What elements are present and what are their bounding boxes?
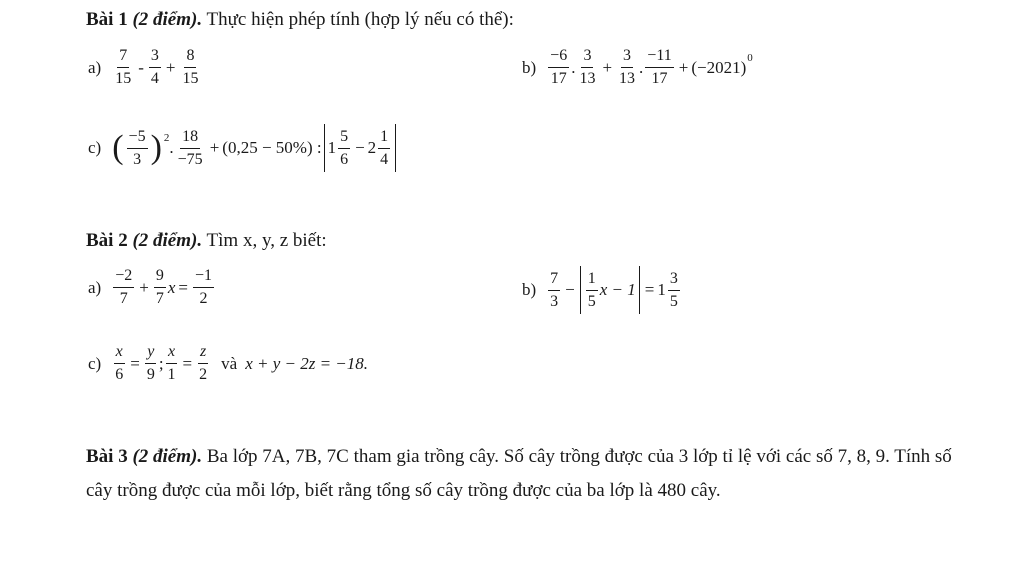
bai2-instruction: Tìm x, y, z biết:: [206, 230, 327, 251]
item-label: c): [88, 138, 102, 157]
bai2-points: (2 điểm).: [132, 230, 203, 251]
bai3-paragraph: [86, 440, 976, 508]
fraction: $\frac{18}{-75}$: [177, 127, 203, 168]
bai3-number: Bài 3: [86, 446, 128, 467]
fraction: $\frac{-6}{17}$: [550, 47, 568, 87]
bai2-number: Bài 2: [86, 230, 128, 251]
bai1-points: (2 điểm).: [132, 9, 203, 30]
fraction: $\frac{-2}{7}$: [115, 267, 133, 307]
bai2-c-expression: c) $\frac{x}{6}$ = $\frac{y}{9}$ ; $\frac{x}{1}$ = $\frac{z}{2}$ và x + y − 2z = −18.: [88, 343, 369, 383]
exponent: 2: [163, 132, 170, 144]
fraction: $\frac{8}{15}$: [182, 47, 199, 87]
fraction: $\frac{3}{13}$: [579, 47, 596, 87]
bai3-text: Ba lớp 7A, 7B, 7C tham gia trồng cây. Số cây trồng được của 3 lớp tỉ lệ với các số 7, 8, 9. Tính số cây trồng được của mỗi lớp, biết rằng tổng số cây trồng được của ba lớp là 480 cây.: [86, 446, 952, 501]
bai1-b-expression: b) $\frac{-6}{17}$ . $\frac{3}{13}$ + $\frac{3}{13}$ . $\frac{-11}{17}$ + ( −2021 ) 0: [522, 47, 753, 87]
bai2-heading: [86, 230, 327, 252]
fraction: $\frac{7}{3}$: [550, 269, 559, 310]
fraction: $\frac{3}{13}$: [619, 47, 636, 87]
item-label: a): [88, 277, 102, 297]
fraction: $\frac{-1}{2}$: [194, 267, 213, 307]
item-label: b): [522, 280, 537, 299]
absolute-value: $\frac{1}{5}$ x − 1: [580, 266, 640, 314]
bai1-number: Bài 1: [86, 9, 128, 30]
exponent: 0: [747, 51, 753, 64]
bai1-c-expression: c) ( $\frac{-5}{3}$ ) 2 . $\frac{18}{-75}$ + (0,25 − 50%) : 1 $\frac{5}{6}$ − 2 $\frac{1}{4}$: [88, 124, 398, 172]
fraction: $\frac{7}{15}$: [115, 47, 132, 87]
bai1-heading: [86, 9, 514, 31]
fraction: $\frac{-5}{3}$: [128, 127, 146, 168]
fraction: $\frac{z}{2}$: [199, 343, 208, 383]
bai1-a-expression: a) $\frac{7}{15}$ - $\frac{3}{4}$ + $\frac{8}{15}$: [88, 47, 199, 87]
fraction: $\frac{x}{6}$: [115, 343, 124, 383]
fraction: $\frac{x}{1}$: [167, 343, 176, 383]
bai2-b-expression: b) $\frac{7}{3}$ − $\frac{1}{5}$ x − 1 = 1 $\frac{3}{5}$: [522, 266, 682, 314]
bai2-a-expression: a) $\frac{-2}{7}$ + $\frac{9}{7}$ x = $\frac{-1}{2}$: [88, 267, 213, 307]
fraction: $\frac{9}{7}$: [155, 267, 164, 307]
fraction: $\frac{y}{9}$: [146, 343, 155, 383]
item-label: a): [88, 57, 102, 77]
bai3-points: (2 điểm).: [132, 446, 203, 467]
item-label: c): [88, 353, 102, 373]
fraction: $\frac{3}{4}$: [150, 47, 159, 87]
bai1-instruction: Thực hiện phép tính (hợp lý nếu có thể):: [206, 9, 514, 30]
fraction: $\frac{-11}{17}$: [647, 47, 672, 87]
absolute-value: 1 $\frac{5}{6}$ − 2 $\frac{1}{4}$: [324, 124, 397, 172]
item-label: b): [522, 57, 537, 77]
